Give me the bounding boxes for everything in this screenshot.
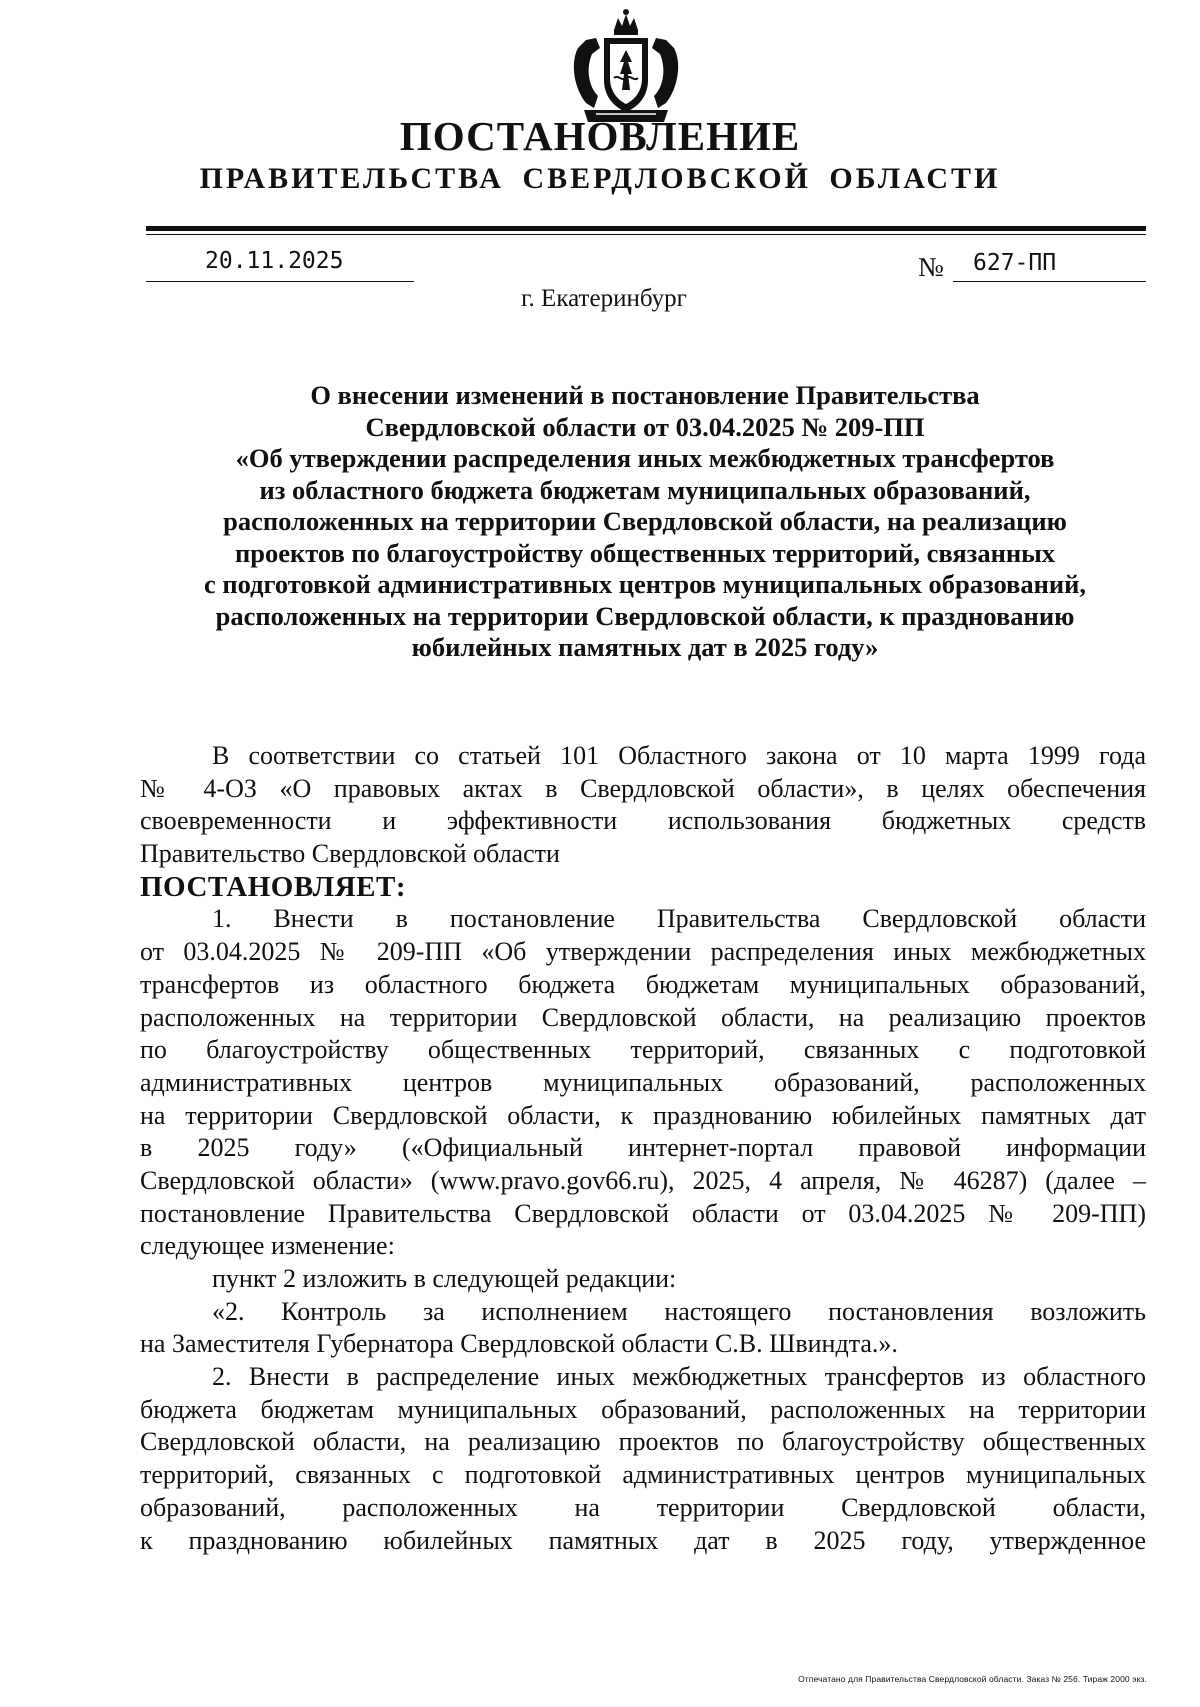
title-line: с подготовкой административных центров муниципальных образований, xyxy=(203,569,1087,599)
title-line: «Об утверждении распределения иных межбюджетных трансфертов xyxy=(235,443,1055,473)
body-line: Правительство Свердловской области xyxy=(140,839,560,869)
title-line: расположенных на территории Свердловской области, к празднованию xyxy=(215,600,1075,631)
issuer-heading: ПРАВИТЕЛЬСТВА СВЕРДЛОВСКОЙ ОБЛАСТИ xyxy=(199,162,1001,195)
body-line: 2. Внести в распределение иных межбюджетных трансфертов из областного xyxy=(212,1362,1146,1392)
number-underline xyxy=(953,281,1146,282)
body-line: № 4-ОЗ «О правовых актах в Свердловской области», в целях обеспечения xyxy=(140,773,1146,803)
body-line: Свердловской области, на реализацию проектов по благоустройству общественных xyxy=(140,1427,1146,1457)
number-sign: № xyxy=(918,252,944,282)
decree-keyword: ПОСТАНОВЛЯЕТ: xyxy=(140,870,406,903)
document-body xyxy=(140,740,1146,1557)
body-line: от 03.04.2025 № 209-ПП «Об утверждении распределения иных межбюджетных xyxy=(140,937,1146,967)
body-line: 1. Внести в постановление Правительства Свердловской области xyxy=(212,904,1146,934)
header-rule-thin xyxy=(146,234,1146,235)
body-line: постановление Правительства Свердловской области от 03.04.2025 № 209-ПП) xyxy=(140,1198,1146,1228)
title-line: из областного бюджета бюджетам муниципальных образований, xyxy=(259,474,1031,505)
body-line: в 2025 году» («Официальный интернет-портал правовой информации xyxy=(140,1133,1146,1163)
issue-city: г. Екатеринбург xyxy=(521,285,687,312)
body-line: административных центров муниципальных образований, расположенных xyxy=(140,1067,1146,1097)
body-line: образований, расположенных на территории Свердловской области, xyxy=(140,1492,1146,1522)
coat-of-arms-emblem xyxy=(566,8,686,126)
title-line: проектов по благоустройству общественных территорий, связанных xyxy=(234,537,1056,568)
body-line: трансфертов из областного бюджета бюджетам муниципальных образований, xyxy=(140,969,1146,999)
title-line: юбилейных памятных дат в 2025 году» xyxy=(411,632,879,662)
body-line: к празднованию юбилейных памятных дат в 2025 году, утвержденное xyxy=(140,1525,1146,1555)
body-line: на Заместителя Губернатора Свердловской области С.В. Швиндта.». xyxy=(140,1329,898,1359)
print-footer: Отпечатано для Правительства Свердловской области. Заказ № 256. Тираж 2000 экз. xyxy=(798,1674,1147,1684)
document-title xyxy=(140,380,1150,664)
title-line: расположенных на территории Свердловской области, на реализацию xyxy=(223,506,1067,536)
body-line: В соответствии со статьей 101 Областного закона от 10 марта 1999 года xyxy=(212,741,1146,770)
document-number: 627-ПП xyxy=(973,250,1057,276)
body-line: бюджета бюджетам муниципальных образований, расположенных на территории xyxy=(140,1394,1146,1424)
document-date: 20.11.2025 xyxy=(205,248,344,274)
title-line: О внесении изменений в постановление Правительства xyxy=(310,380,980,410)
header-rule-thick xyxy=(146,226,1146,231)
body-line: на территории Свердловской области, к празднованию юбилейных памятных дат xyxy=(140,1100,1146,1130)
document-type-heading: ПОСТАНОВЛЕНИЕ xyxy=(399,113,801,159)
body-line: расположенных на территории Свердловской области, на реализацию проектов xyxy=(140,1002,1146,1032)
date-underline xyxy=(146,281,414,282)
body-line: территорий, связанных с подготовкой административных центров муниципальных xyxy=(140,1460,1146,1490)
body-line: «2. Контроль за исполнением настоящего постановления возложить xyxy=(212,1296,1146,1326)
body-line: пункт 2 изложить в следующей редакции: xyxy=(212,1264,677,1293)
body-line: своевременности и эффективности использования бюджетных средств xyxy=(140,806,1146,836)
title-line: Свердловской области от 03.04.2025 № 209-ПП xyxy=(365,411,925,442)
body-line: следующее изменение: xyxy=(140,1231,395,1261)
body-line: по благоустройству общественных территорий, связанных с подготовкой xyxy=(140,1035,1146,1065)
body-line: Свердловской области» (www.pravo.gov66.ru), 2025, 4 апреля, № 46287) (далее – xyxy=(140,1165,1146,1195)
